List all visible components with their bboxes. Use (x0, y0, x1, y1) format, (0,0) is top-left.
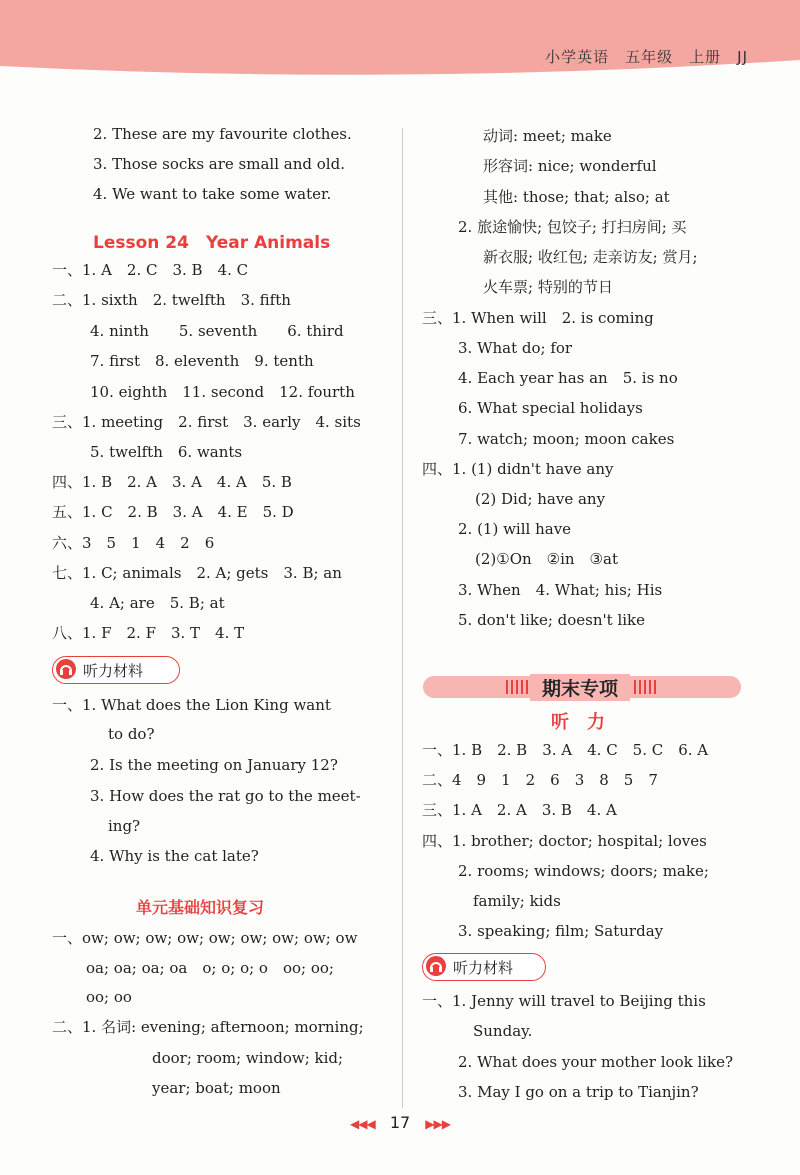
review-line: 一、ow; ow; ow; ow; ow; ow; ow; ow; ow (52, 929, 358, 947)
answer-line: 2. rooms; windows; doors; make; (458, 862, 709, 880)
review-line: oa; oa; oa; oa o; o; o; o oo; oo; (86, 959, 334, 977)
listening-line: 2. Is the meeting on January 12? (90, 756, 338, 774)
listening-line: 一、1. What does the Lion King want (52, 696, 331, 714)
headphones-icon (426, 956, 446, 976)
ribbon-stripes (506, 680, 528, 694)
answer-line: 三、1. A 2. A 3. B 4. A (422, 801, 617, 819)
answer-line: 4. Each year has an 5. is no (458, 369, 678, 387)
review-title: 单元基础知识复习 (136, 898, 265, 917)
lesson-title: Lesson 24 Year Animals (93, 233, 331, 253)
answer-line: 形容词: nice; wonderful (483, 157, 657, 175)
header-book-info: 小学英语 五年级 上册 JJ (545, 48, 748, 66)
listening-line: 4. Why is the cat late? (90, 847, 259, 865)
page-number: 17 (389, 1113, 411, 1132)
answer-line: 其他: those; that; also; at (483, 188, 670, 206)
answer-line: 5. twelfth 6. wants (90, 443, 243, 461)
listening-subtitle: 听 力 (551, 712, 605, 733)
answer-line: (2)①On ②in ③at (475, 550, 618, 568)
review-line: door; room; window; kid; (152, 1049, 344, 1067)
answer-line: 七、1. C; animals 2. A; gets 3. B; an (52, 564, 342, 582)
listening-line: Sunday. (473, 1022, 533, 1040)
answer-line: 7. first 8. eleventh 9. tenth (90, 352, 314, 370)
ribbon-stripes (634, 680, 656, 694)
answer-line: 3. Those socks are small and old. (93, 155, 345, 173)
answer-line: 3. What do; for (458, 339, 573, 357)
page-footer (330, 1113, 470, 1132)
review-line: 二、1. 名词: evening; afternoon; morning; (52, 1018, 364, 1036)
answer-line: family; kids (473, 892, 561, 910)
answer-line: 四、1. B 2. A 3. A 4. A 5. B (52, 473, 292, 491)
answer-line: 八、1. F 2. F 3. T 4. T (52, 624, 245, 642)
answer-line: 二、1. sixth 2. twelfth 3. fifth (52, 291, 291, 309)
answer-line: 四、1. brother; doctor; hospital; loves (422, 832, 707, 850)
listening-line: 2. What does your mother look like? (458, 1053, 734, 1071)
answer-line: 4. ninth 5. seventh 6. third (90, 322, 344, 340)
answer-line: 2. (1) will have (458, 520, 572, 538)
listening-line: to do? (108, 725, 155, 743)
answer-line: 四、1. (1) didn't have any (422, 460, 614, 478)
listening-line: 3. How does the rat go to the meet- (90, 787, 361, 805)
listening-material-badge (52, 656, 180, 684)
answer-line: 4. We want to take some water. (93, 185, 332, 203)
review-line: oo; oo (86, 988, 132, 1006)
listening-line: ing? (108, 817, 141, 835)
answer-line: (2) Did; have any (475, 490, 606, 508)
answer-line: 动词: meet; make (483, 127, 612, 145)
answer-line: 10. eighth 11. second 12. fourth (90, 383, 355, 401)
answer-line: 三、1. meeting 2. first 3. early 4. sits (52, 413, 361, 431)
answer-line: 3. When 4. What; his; His (458, 581, 663, 599)
answer-line: 6. What special holidays (458, 399, 643, 417)
right-arrows-icon: ▶▶▶ (425, 1117, 450, 1131)
answer-line: 2. 旅途愉快; 包饺子; 打扫房间; 买 (458, 218, 687, 236)
answer-line: 火车票; 特别的节日 (483, 278, 613, 296)
left-arrows-icon: ◀◀◀ (350, 1117, 375, 1131)
answer-line: 4. A; are 5. B; at (90, 594, 225, 612)
final-section-title: 期末专项 (530, 674, 630, 701)
answer-line: 六、3 5 1 4 2 6 (52, 534, 215, 552)
badge-label: 听力材料 (83, 662, 144, 680)
listening-line: 一、1. Jenny will travel to Beijing this (422, 992, 706, 1010)
badge-label: 听力材料 (453, 959, 514, 977)
column-divider (402, 128, 403, 1108)
listening-line: 3. May I go on a trip to Tianjin? (458, 1083, 699, 1101)
review-line: year; boat; moon (152, 1079, 281, 1097)
headphones-icon (56, 659, 76, 679)
answer-line: 新衣服; 收红包; 走亲访友; 赏月; (483, 248, 698, 266)
answer-line: 7. watch; moon; moon cakes (458, 430, 675, 448)
answer-line: 一、1. A 2. C 3. B 4. C (52, 261, 249, 279)
answer-line: 3. speaking; film; Saturday (458, 922, 664, 940)
answer-line: 二、4 9 1 2 6 3 8 5 7 (422, 771, 658, 789)
listening-material-badge (422, 953, 546, 981)
answer-line: 三、1. When will 2. is coming (422, 309, 654, 327)
answer-line: 5. don't like; doesn't like (458, 611, 646, 629)
answer-line: 一、1. B 2. B 3. A 4. C 5. C 6. A (422, 741, 709, 759)
answer-line: 2. These are my favourite clothes. (93, 125, 352, 143)
answer-line: 五、1. C 2. B 3. A 4. E 5. D (52, 503, 294, 521)
header-banner (0, 0, 800, 86)
